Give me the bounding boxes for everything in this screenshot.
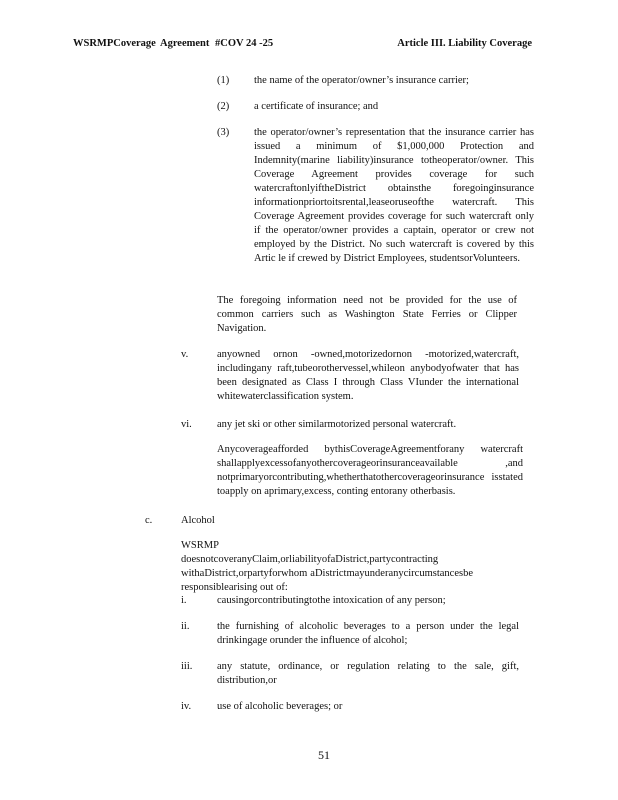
list-item-text: any jet ski or other similarmotorized personal watercraft.	[217, 419, 457, 430]
list-item-number: v.	[181, 349, 189, 360]
list-item-text: the name of the operator/owner’s insurance carrier;	[254, 75, 469, 86]
list-item-number: vi.	[181, 419, 192, 430]
foregoing-paragraph: The foregoing information need not be provided for the use of common carriers such as Washington State Ferries or Clipper Navigation.	[217, 295, 517, 334]
list-item-text: any statute, ordinance, or regulation relating to the sale, gift, distribution,or	[217, 661, 519, 686]
list-item-text: the operator/owner’s representation that the insurance carrier has issued a minimum of $1,000,000 Protection and Indemnity(marine liability)insurance totheoperator/owner. This Coverage Agreement provides coverage for such watercraftonlyiftheDistrict obtainsthe foregoinginsurance informationpriortoitsrental,leaseoruseofthe watercraft. This Coverage Agreement provides coverage for such watercraft only if the operator/owner provides a captain, operator or crew not employed by the District. No such watercraft is covered by this Artic le if crewed by District Employees, studentsorVolunteers.	[254, 127, 534, 264]
excess-coverage-paragraph: Anycoverageafforded bythisCoverageAgreementforany watercraft shallapplyexcessofanyothercoverageorinsuranceavailable ,and notprimaryorcontributing,whetherthatothercoverageorinsurance isstated toapply on aprimary,excess, conting entorany otherbasis.	[217, 444, 523, 497]
list-item-text: a certificate of insurance; and	[254, 101, 379, 112]
list-item-number: iv.	[181, 701, 192, 712]
list-item-number: (1)	[217, 75, 230, 86]
header-doc-subtitle: Agreement	[160, 38, 210, 49]
list-item-number: (3)	[217, 127, 230, 138]
list-item-number: i.	[181, 595, 187, 606]
list-item-text: anyowned ornon -owned,motorizedornon -motorized,watercraft, includingany raft,tubeorothervessel,whileon anybodyofwater that has been designated as Class I through Class VIunder the international whitewaterclassification system.	[217, 349, 519, 402]
alcohol-intro-paragraph: WSRMP doesnotcoveranyClaim,orliabilityofaDistrict,partycontracting withaDistrict,orpartyforwhom aDistrictmayunderanycircumstancesbe responsiblearising out of:	[181, 540, 473, 593]
header-article-title: Article III. Liability Coverage	[397, 38, 532, 49]
section-letter: c.	[145, 515, 153, 526]
list-item-number: ii.	[181, 621, 190, 632]
list-item-text: causingorcontributingtothe intoxication of any person;	[217, 595, 446, 606]
list-item-number: iii.	[181, 661, 193, 672]
header-doc-number: #COV 24 -25	[215, 38, 274, 49]
list-item-text: use of alcoholic beverages; or	[217, 701, 343, 712]
page-number: 51	[318, 748, 330, 762]
list-item-number: (2)	[217, 101, 230, 112]
section-title: Alcohol	[181, 515, 215, 526]
header-doc-title: WSRMPCoverage	[73, 38, 156, 49]
list-item-text: the furnishing of alcoholic beverages to a person under the legal drinkingage orunder the influence of alcohol;	[217, 621, 519, 646]
